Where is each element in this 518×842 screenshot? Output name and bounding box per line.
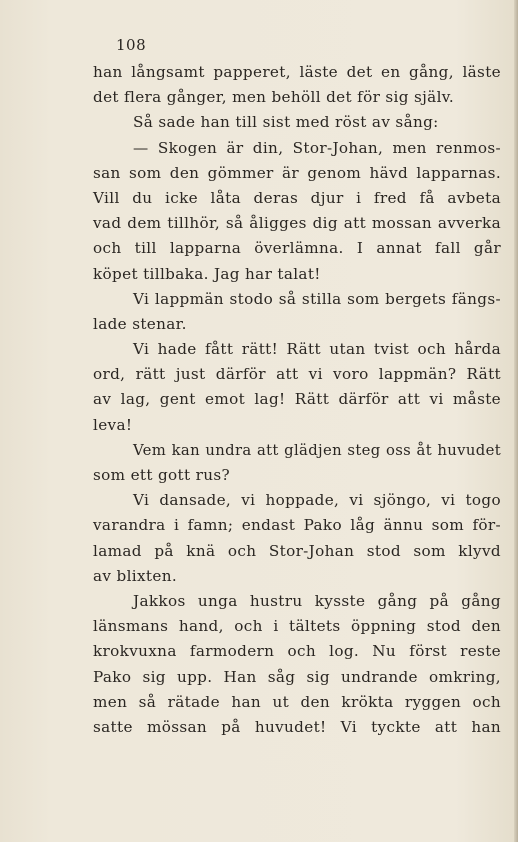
text-line: länsmans hand, och i tältets öppning stod den — [93, 617, 501, 636]
text-line: lade stenar. — [93, 314, 187, 333]
text-line: som ett gott rus? — [93, 466, 231, 484]
text-line: av lag, gent emot lag! Rätt därför att vi måste — [93, 390, 501, 409]
text-line: köpet tillbaka. Jag har talat! — [93, 264, 321, 283]
text-line: han långsamt papperet, läste det en gång, läste — [93, 63, 501, 81]
text-line: men så rätade han ut den krökta ryggen och — [93, 692, 501, 711]
text-line: och till lapparna överlämna. I annat fall går — [93, 239, 501, 258]
text-line: Så sade han till sist med röst av sång: — [133, 113, 439, 132]
text-line: Jakkos unga hustru kysste gång på gång — [133, 591, 501, 610]
text-line: Vi dansade, vi hoppade, vi sjöngo, vi togo — [133, 491, 501, 510]
text-line: det flera gånger, men behöll det för sig själv. — [93, 88, 455, 107]
text-line: Vi lappmän stodo så stilla som bergets fängs- — [133, 289, 501, 308]
text-line: krokvuxna farmodern och log. Nu först reste — [93, 642, 501, 661]
text-line: — Skogen är din, Stor-Johan, men renmos- — [133, 138, 501, 157]
body-text — [93, 60, 501, 740]
text-line: av blixten. — [93, 566, 178, 585]
text-line: ord, rätt just därför att vi voro lappmän? Rätt — [93, 365, 501, 384]
text-line: Vill du icke låta deras djur i fred få avbeta — [93, 188, 501, 207]
text-line: Vem kan undra att glädjen steg oss åt huvudet — [133, 441, 501, 459]
text-line: san som den gömmer är genom hävd lapparnas. — [93, 163, 501, 182]
text-line: leva! — [93, 415, 133, 434]
text-line: lamad på knä och Stor-Johan stod som klyvd — [93, 541, 501, 560]
page-edge — [514, 0, 518, 842]
page-number: 108 — [116, 36, 147, 54]
text-line: Pako sig upp. Han såg sig undrande omkring, — [93, 667, 501, 686]
text-line: varandra i famn; endast Pako låg ännu som för- — [93, 516, 501, 535]
text-line: vad dem tillhör, så åligges dig att mossan avverka — [93, 214, 501, 233]
text-line: satte mössan på huvudet! Vi tyckte att han — [93, 717, 501, 736]
text-line: Vi hade fått rätt! Rätt utan tvist och hårda — [133, 340, 501, 359]
